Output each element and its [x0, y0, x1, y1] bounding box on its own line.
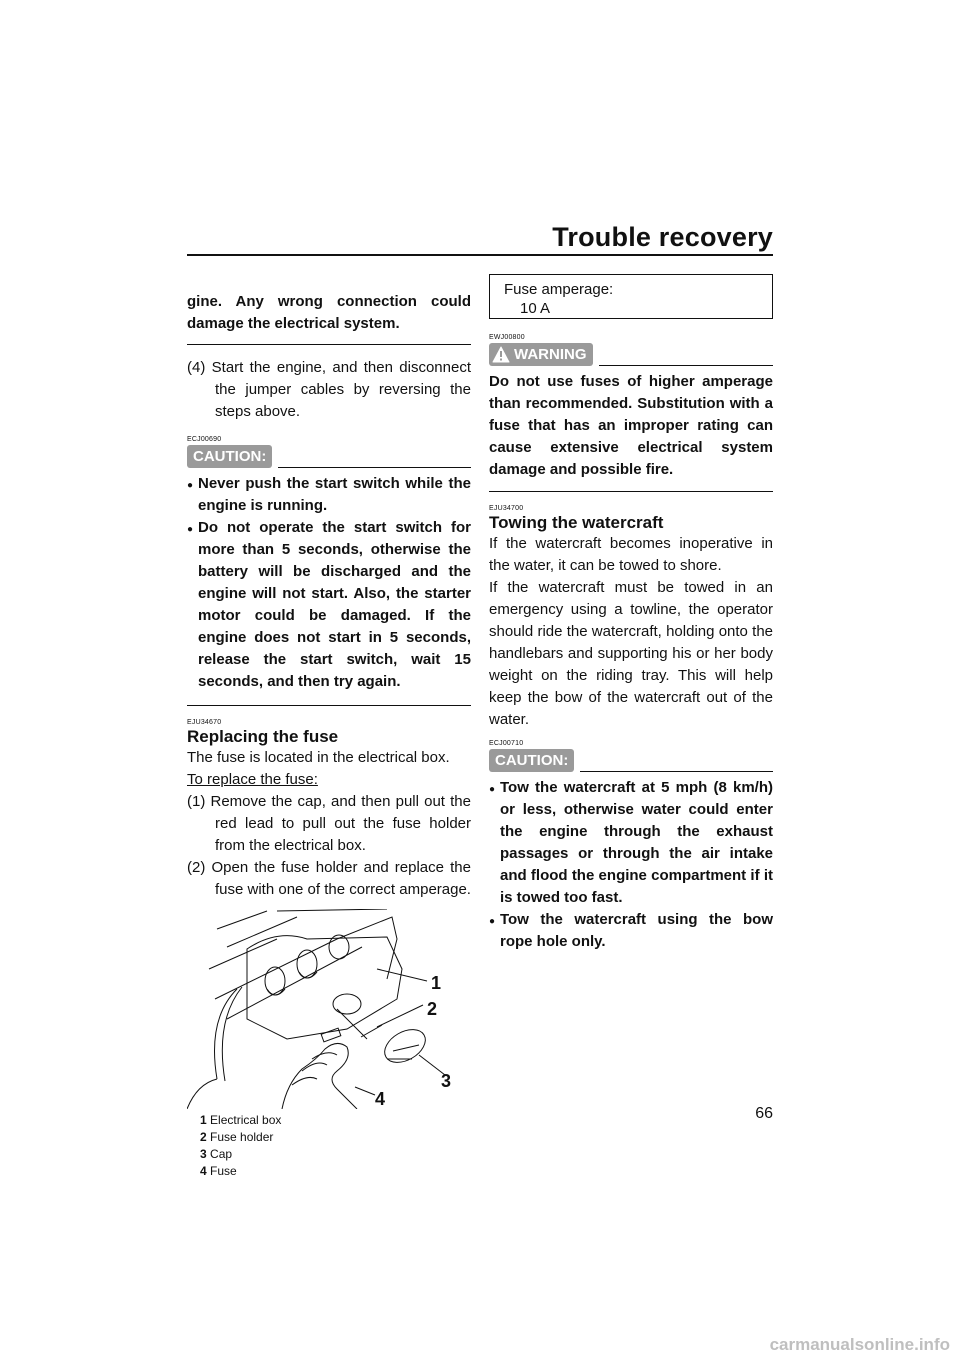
callout-3: 3 — [441, 1071, 452, 1091]
caution-list — [489, 777, 773, 953]
callout-4: 4 — [375, 1089, 386, 1109]
caution-list — [187, 473, 471, 693]
caution-label: CAUTION: — [187, 445, 272, 468]
caution-item: ● Do not operate the start switch for more than 5 seconds, otherwise the battery will be discharged and the engine will not start. Also, the starter motor could be damaged. If the engine does not start in 5 seconds, release the start switch, wait 15 seconds, and then try again. — [187, 517, 471, 693]
right-column — [489, 274, 773, 953]
divider — [489, 491, 773, 492]
box-label: Fuse amperage: — [504, 281, 614, 298]
caution-code: ECJ00690 — [187, 436, 222, 443]
section-code: EJU34700 — [489, 505, 524, 512]
fuse-drawing-svg — [187, 909, 471, 1109]
caption-row: 4 Fuse — [200, 1164, 237, 1178]
bullet-icon — [187, 517, 198, 693]
title-rule — [187, 254, 773, 256]
paragraph: If the watercraft becomes inoperative in the water, it can be towed to shore. — [489, 535, 773, 574]
step-4: (4) Start the engine, and then disconnect the jumper cables by reversing the steps above. — [187, 359, 471, 420]
section-heading-towing: Towing the watercraft — [489, 513, 664, 532]
caution-header — [489, 749, 773, 772]
bullet-icon — [489, 909, 500, 953]
section-heading-fuse: Replacing the fuse — [187, 727, 339, 746]
caution-label: CAUTION: — [489, 749, 574, 772]
page-title: Trouble recovery — [552, 222, 773, 252]
fuse-illustration — [187, 909, 471, 1109]
paragraph: The fuse is located in the electrical box. — [187, 749, 450, 766]
caution-item: ● Tow the watercraft using the bow rope hole only. — [489, 909, 773, 953]
step-1: (1) Remove the cap, and then pull out the red lead to pull out the fuse holder from the electrical box. — [187, 793, 471, 854]
intro-warning-text: gine. Any wrong connection could damage the electrical system. — [187, 293, 471, 332]
warning-triangle-icon — [492, 346, 510, 363]
callout-2: 2 — [427, 999, 438, 1019]
step-2: (2) Open the fuse holder and replace the fuse with one of the correct amperage. — [187, 859, 471, 898]
divider — [187, 344, 471, 345]
caption-row: 3 Cap — [200, 1147, 233, 1161]
watermark: carmanualsonline.info — [769, 1335, 950, 1354]
page-number: 66 — [755, 1105, 773, 1122]
caution-item: ● Tow the watercraft at 5 mph (8 km/h) or less, otherwise water could enter the engine through the exhaust passages or through the air intake and flood the engine compartment if it is towed too fast. — [489, 777, 773, 909]
callout-1: 1 — [431, 973, 442, 993]
fuse-amperage-box — [489, 274, 773, 319]
caution-header — [187, 445, 471, 468]
caution-code: ECJ00710 — [489, 740, 524, 747]
section-code: EJU34670 — [187, 719, 222, 726]
caution-item: ● Never push the start switch while the engine is running. — [187, 473, 471, 517]
divider — [187, 705, 471, 706]
bullet-icon — [187, 473, 198, 517]
warning-text: Do not use fuses of higher amperage than recommended. Substitution with a fuse that has an improper rating can cause extensive electrical system damage and possible fire. — [489, 373, 773, 478]
warning-code: EWJ00800 — [489, 334, 525, 341]
paragraph: If the watercraft must be towed in an emergency using a towline, the operator should ride the watercraft, holding onto the handlebars and supporting his or her body weight on the riding tray. This will help keep the bow of the watercraft out of the water. — [489, 579, 773, 728]
warning-label: WARNING — [489, 343, 593, 366]
box-value: 10 A — [520, 300, 551, 317]
figure-captions — [187, 1112, 471, 1180]
bullet-icon — [489, 777, 500, 909]
caption-row: 2 Fuse holder — [200, 1130, 274, 1144]
subheading: To replace the fuse: — [187, 771, 318, 788]
warning-header — [489, 343, 773, 366]
caption-row: 1 Electrical box — [200, 1113, 282, 1127]
left-column — [187, 291, 471, 1180]
